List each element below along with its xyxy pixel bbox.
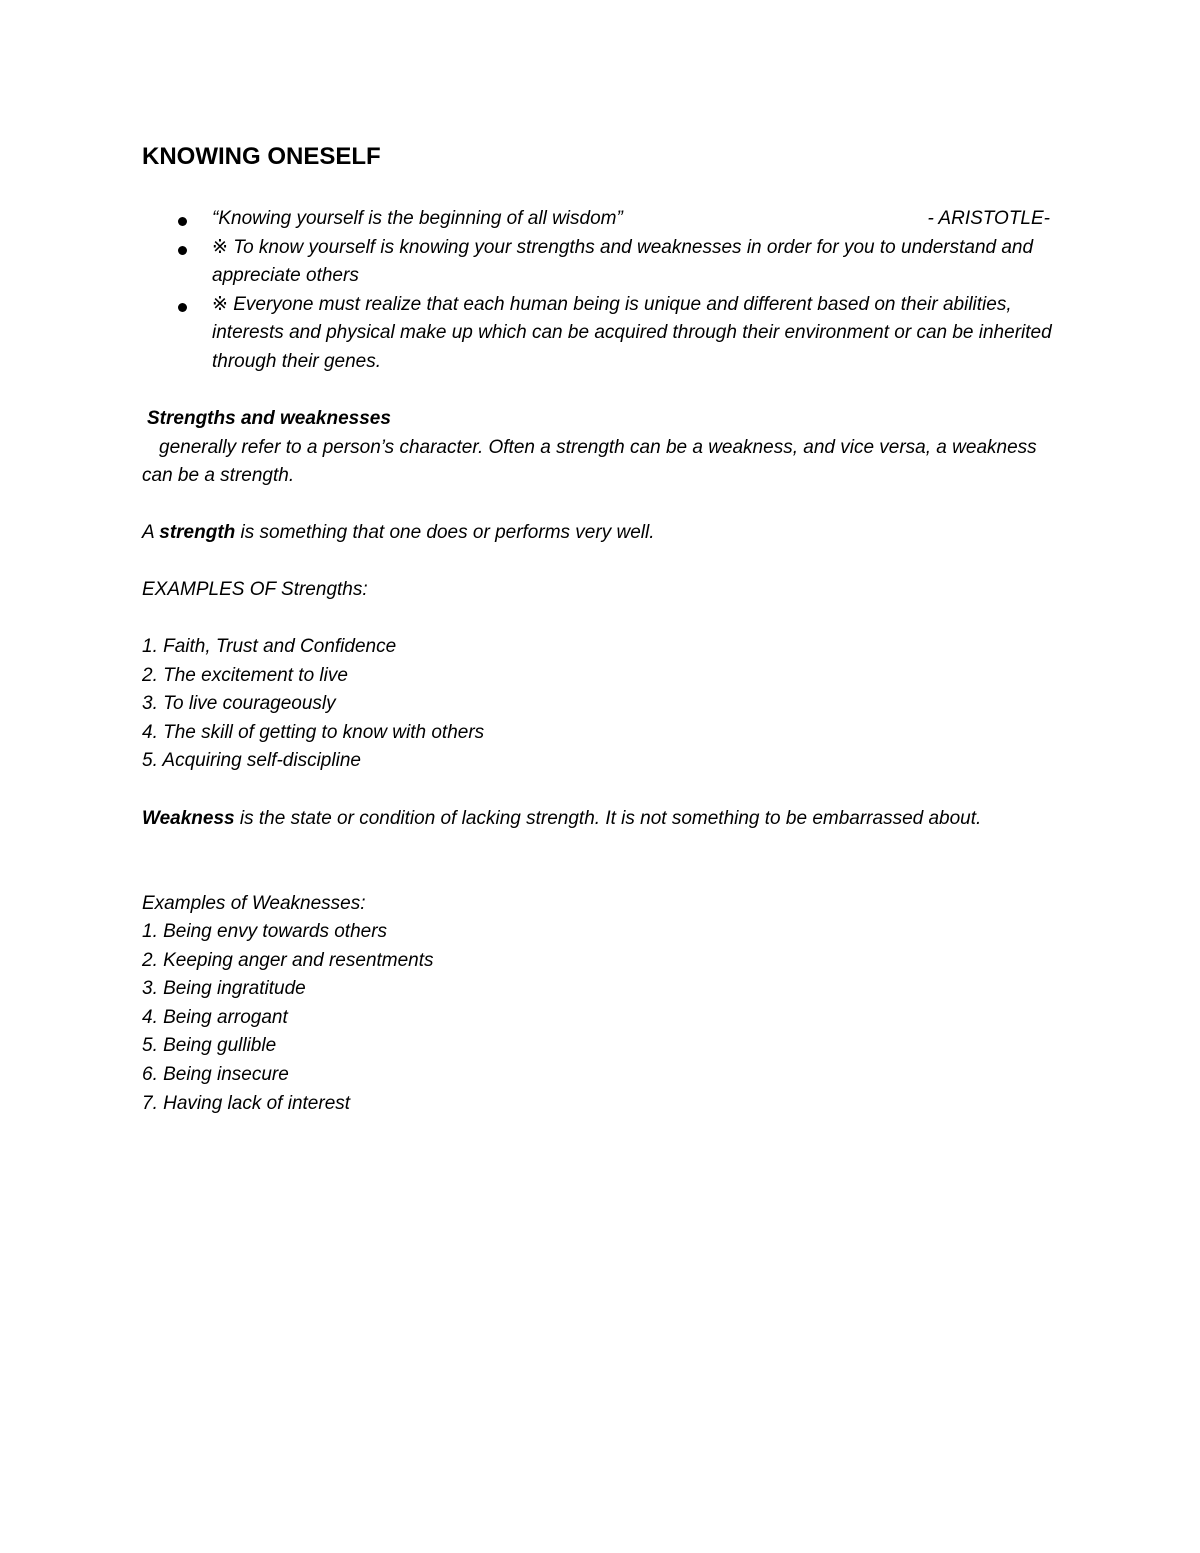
- quote-attribution: - ARISTOTLE-: [927, 208, 1050, 229]
- list-item: 2. Keeping anger and resentments: [142, 949, 434, 971]
- reference-mark-icon: ※: [212, 293, 228, 315]
- strengths-weaknesses-section: [142, 405, 1062, 491]
- weakness-term: Weakness: [142, 808, 235, 829]
- weaknesses-list: [142, 918, 1062, 1118]
- strength-definition: [142, 519, 1062, 548]
- bullet-everyone-unique: [142, 291, 1052, 377]
- list-item: 3. To live courageously: [142, 693, 336, 715]
- reference-mark-icon: ※: [212, 236, 228, 258]
- bullet-know-yourself: [142, 234, 1052, 291]
- page-title: KNOWING ONESELF: [142, 143, 381, 170]
- list-item: 6. Being insecure: [142, 1063, 289, 1085]
- bullet-text: Everyone must realize that each human being is unique and different based on their abilities, interests and physical make up which can be acquired through their environment or can be inherited through their genes.: [212, 293, 1052, 372]
- list-item: 1. Being envy towards others: [142, 921, 388, 942]
- bullet-quote: [142, 205, 1052, 234]
- weaknesses-examples-heading: Examples of Weaknesses:: [142, 893, 366, 914]
- definition-text: is something that one does or performs very well.: [235, 522, 655, 543]
- bullet-text: To know yourself is knowing your strengths and weaknesses in order for you to understand and appreciate others: [212, 236, 1034, 287]
- section-paragraph: generally refer to a person’s character. Often a strength can be a weakness, and vice versa, a weakness can be a strength.: [142, 436, 1037, 487]
- list-item: 5. Acquiring self-discipline: [142, 750, 361, 772]
- weakness-definition: [142, 805, 1042, 834]
- bullet-dot-icon: [178, 217, 187, 226]
- list-item: 5. Being gullible: [142, 1035, 277, 1057]
- strength-term: strength: [159, 522, 236, 543]
- strengths-examples-heading: EXAMPLES OF Strengths:: [142, 579, 368, 600]
- intro-bullet-list: [142, 205, 1062, 377]
- list-item: 7. Having lack of interest: [142, 1092, 351, 1114]
- quote-line: [212, 205, 1050, 234]
- section-heading: Strengths and weaknesses: [147, 408, 391, 429]
- bullet-dot-icon: [178, 246, 187, 255]
- list-item: 2. The excitement to live: [142, 664, 348, 686]
- definition-text: is the state or condition of lacking strength. It is not something to be embarrassed about.: [234, 808, 982, 829]
- list-item: 4. The skill of getting to know with others: [142, 721, 485, 743]
- strengths-list: [142, 633, 1062, 776]
- bullet-dot-icon: [178, 303, 187, 312]
- list-item: 3. Being ingratitude: [142, 978, 306, 1000]
- quote-text: “Knowing yourself is the beginning of all wisdom”: [212, 208, 623, 229]
- list-item: 4. Being arrogant: [142, 1006, 288, 1028]
- list-item: 1. Faith, Trust and Confidence: [142, 636, 397, 657]
- definition-prefix: A: [142, 522, 160, 543]
